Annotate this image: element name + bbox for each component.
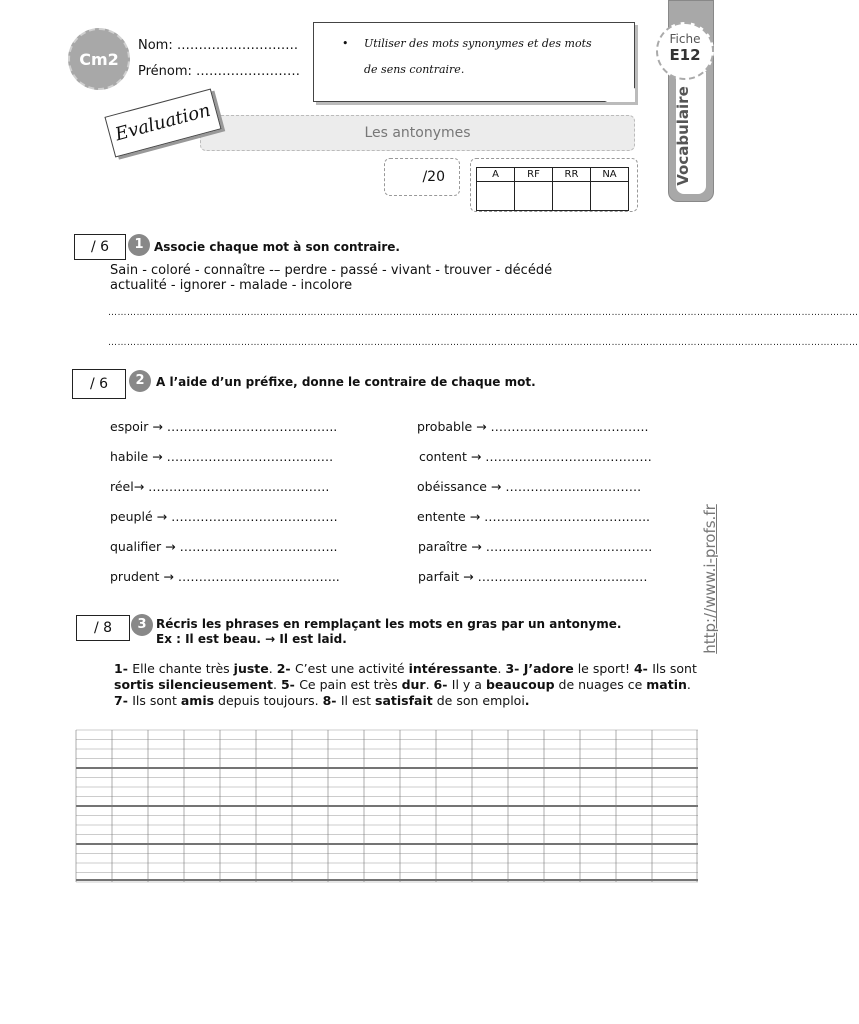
bold-word: amis	[180, 693, 215, 708]
level-badge: Cm2	[68, 28, 130, 90]
page-fold	[605, 88, 635, 102]
prefix-item: habile → ………………………………….	[110, 449, 334, 464]
side-tab-label: Vocabulaire	[674, 86, 692, 186]
objective-line-2: de sens contraire.	[364, 63, 465, 76]
sentence-text: de son emploi	[432, 693, 525, 708]
bold-word: 1-	[114, 661, 133, 676]
evaluation-table	[476, 167, 629, 211]
nom-field: Nom: ……………………….	[138, 38, 298, 53]
exercise-3-example: Ex : Il est beau. → Il est laid.	[156, 632, 347, 646]
eval-code-na: NA	[591, 168, 629, 182]
sentence-text: .	[686, 677, 691, 692]
sentence-text: .	[273, 677, 281, 692]
evaluation-stamp: Evaluation	[104, 88, 221, 157]
prefix-item: espoir → …………………………………..	[110, 419, 338, 434]
exercise-2-score[interactable]: / 6	[72, 369, 126, 399]
writing-grid[interactable]	[76, 730, 698, 882]
exercise-1-number: 1	[128, 234, 150, 256]
sentence-text: Il y a	[451, 677, 486, 692]
sentence-text: Elle chante très	[132, 661, 234, 676]
exercise-1-words-line-1: Sain - coloré - connaître -– perdre - passé - vivant - trouver - décédé	[110, 263, 553, 278]
exercise-1-score[interactable]: / 6	[74, 234, 126, 260]
exercise-1-words-line-2: actualité - ignorer - malade - incolore	[110, 278, 353, 293]
answer-line[interactable]: …………………………………………………………………………………………………………………………………………………………………………………………………………………	[108, 338, 859, 348]
sentence-text: depuis toujours.	[214, 693, 323, 708]
eval-code-rr: RR	[553, 168, 591, 182]
bold-word: 8-	[322, 693, 341, 708]
sentence-text: C’est une activité	[294, 661, 409, 676]
source-url[interactable]: http://www.i-profs.fr	[701, 504, 719, 654]
eval-cell[interactable]	[477, 182, 515, 211]
exercise-3-score[interactable]: / 8	[76, 615, 130, 641]
prenom-field: Prénom: ……………………	[138, 64, 301, 79]
bold-word: 6-	[433, 677, 452, 692]
sentence-text: Ils sont	[132, 693, 181, 708]
prefix-item: content → ………………………………….	[419, 449, 652, 464]
fiche-badge	[656, 22, 714, 80]
exercise-3-instruction: Récris les phrases en remplaçant les mots en gras par un antonyme.	[156, 617, 622, 631]
eval-code-a: A	[477, 168, 515, 182]
prefix-item: prudent → ………………………………...	[110, 569, 340, 584]
prefix-item: probable → ………………………………..	[417, 419, 649, 434]
sentence-text: Ils sont	[652, 661, 697, 676]
prefix-item: parfait → …………………………….....…	[418, 569, 648, 584]
bold-word: intéressante	[408, 661, 498, 676]
eval-cell[interactable]	[515, 182, 553, 211]
total-score: /20	[384, 158, 460, 196]
exercise-1-instruction: Associe chaque mot à son contraire.	[154, 240, 400, 254]
exercise-2-instruction: A l’aide d’un préfixe, donne le contraire de chaque mot.	[156, 375, 536, 389]
answer-line[interactable]: …………………………………………………………………………………………………………………………………………………………………………………………………………………	[108, 308, 859, 318]
bold-word: matin	[646, 677, 687, 692]
sentence-text: Il est	[340, 693, 376, 708]
exercise-2-number: 2	[129, 370, 151, 392]
sentence-text: de nuages ce	[554, 677, 647, 692]
bold-word: sortis silencieusement	[114, 677, 273, 692]
prefix-item: obéissance → ……………........……….	[417, 479, 642, 494]
prefix-item: qualifier → ………………………………..	[110, 539, 338, 554]
exercise-3-sentences	[114, 661, 698, 709]
sentence-text: Ce pain est très	[299, 677, 402, 692]
fiche-code: E12	[669, 46, 701, 64]
exercise-3-number: 3	[131, 614, 153, 636]
prefix-item: entente → ……………………………..…..	[417, 509, 651, 524]
bold-word: .	[524, 693, 530, 708]
eval-cell[interactable]	[553, 182, 591, 211]
eval-code-rf: RF	[515, 168, 553, 182]
title-banner: Les antonymes	[200, 115, 635, 151]
objective-card	[313, 22, 635, 102]
bold-word: juste	[233, 661, 269, 676]
bold-word: satisfait	[375, 693, 433, 708]
bold-word: beaucoup	[485, 677, 555, 692]
bullet: •	[342, 37, 349, 50]
bold-word: 7-	[114, 693, 133, 708]
sentence-text: .	[425, 677, 434, 692]
bold-word: 3- J’adore	[505, 661, 574, 676]
sentence-text: .	[497, 661, 506, 676]
prefix-item: réel→ ……………………..........……….	[110, 479, 330, 494]
bold-word: dur	[401, 677, 426, 692]
sentence-text: .	[268, 661, 277, 676]
prefix-item: peuplé → ………………………………….	[110, 509, 338, 524]
bold-word: 2-	[276, 661, 295, 676]
sentence-text: le sport!	[573, 661, 634, 676]
objective-line-1: Utiliser des mots synonymes et des mots	[364, 37, 592, 50]
prefix-item: paraître → ………………………………….	[418, 539, 653, 554]
fiche-label: Fiche	[669, 32, 701, 46]
eval-cell[interactable]	[591, 182, 629, 211]
bold-word: 5-	[280, 677, 300, 692]
bold-word: 4-	[633, 661, 653, 676]
